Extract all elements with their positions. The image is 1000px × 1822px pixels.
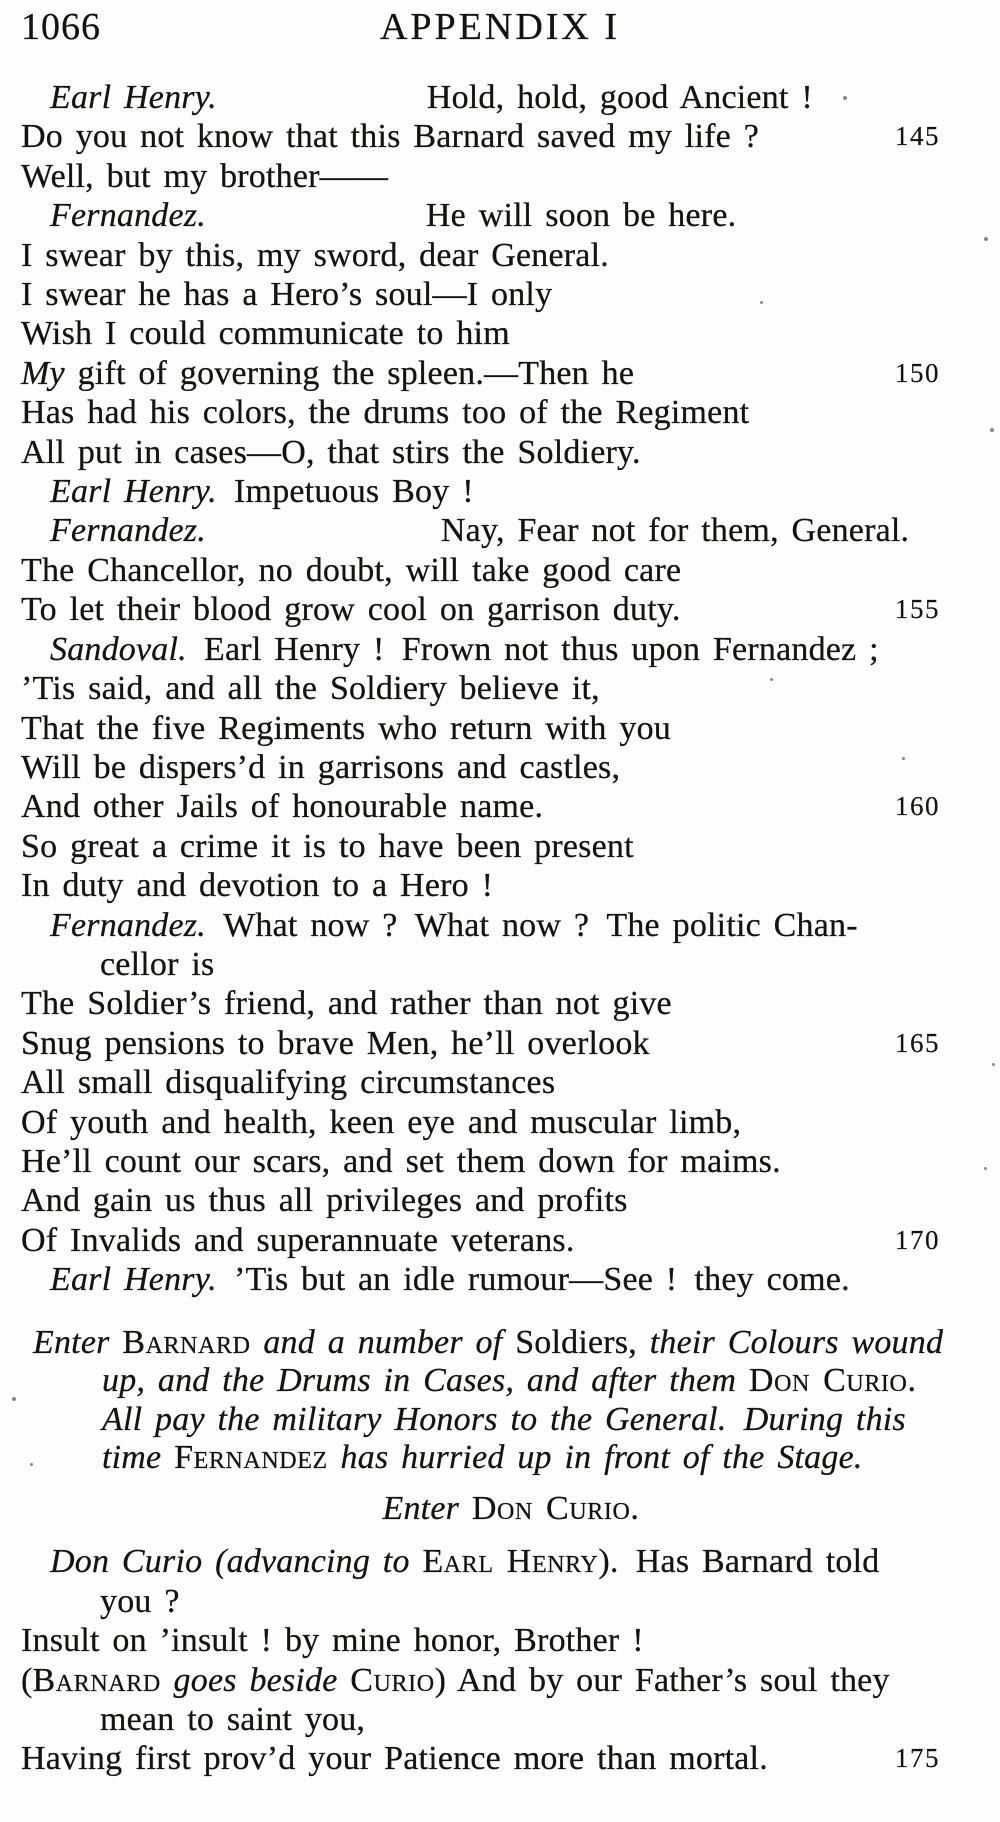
text-segment: Having first prov’d your Patience more than mortal. (21, 1740, 768, 1778)
scan-speckle (902, 757, 905, 760)
character-name: Fernandez (174, 1439, 328, 1477)
text-segment: And gain us thus all privileges and profits (21, 1182, 628, 1220)
verse-line (21, 472, 973, 511)
verse-line (21, 157, 973, 196)
text-segment: up, and the Drums in Cases, and after them (102, 1362, 749, 1400)
scan-speckle (843, 96, 847, 100)
dialogue-line (21, 1621, 973, 1660)
text-segment: He’ll count our scars, and set them down for maims. (21, 1142, 781, 1180)
speaker-name: Don Curio (50, 1543, 216, 1581)
verse-line (21, 945, 973, 984)
text-segment: Insult on ’insult ! by mine honor, Brother ! (21, 1622, 644, 1660)
stage-direction-line (21, 1362, 973, 1401)
verse-line-number: 145 (895, 121, 940, 152)
stage-direction-block (21, 1324, 973, 1478)
entrance-line (35, 1489, 987, 1528)
speaker-name: Sandoval. (50, 630, 187, 668)
text-segment: What now ? What now ? The politic Chan- (205, 906, 858, 944)
text-segment: ) And by our Father’s soul they (434, 1661, 890, 1699)
verse-line (21, 1024, 973, 1063)
verse-line (21, 669, 973, 708)
text-segment: To let their blood grow cool on garrison duty. (21, 591, 681, 629)
text-segment: Earl Henry ! Frown not thus upon Fernandez ; (186, 630, 879, 668)
dialogue-line (21, 1739, 973, 1778)
verse-line (21, 275, 973, 314)
verse-line (21, 393, 973, 432)
text-segment: The Soldier’s friend, and rather than not give (21, 985, 672, 1023)
text-segment: Impetuous Boy ! (216, 473, 474, 511)
character-name: Earl Henry (422, 1543, 599, 1581)
verse-line (21, 906, 973, 945)
verse-line (21, 354, 973, 393)
verse-gap (206, 225, 426, 226)
text-segment: He will soon be here. (425, 197, 737, 235)
verse-line (21, 748, 973, 787)
verse-line (21, 1103, 973, 1142)
scan-speckle (992, 1063, 995, 1066)
text-segment: goes beside (160, 1661, 351, 1699)
text-segment: their Colours wound (636, 1323, 944, 1361)
text-segment: Soldiers, (515, 1323, 637, 1361)
scan-speckle (990, 428, 994, 432)
text-segment: ( (21, 1661, 33, 1699)
text-segment: Do you not know that this Barnard saved my life ? (21, 118, 760, 156)
dialogue-line (21, 1542, 973, 1581)
verse-line (21, 196, 973, 235)
stage-direction-line (21, 1439, 973, 1478)
scan-speckle (770, 678, 773, 681)
verse-line-number: 175 (895, 1743, 940, 1774)
text-segment: The Chancellor, no doubt, will take good care (21, 551, 682, 589)
text-segment: has hurried up in front of the Stage. (327, 1439, 863, 1477)
text-segment: So great a crime it is to have been present (21, 827, 634, 865)
dialogue-line (21, 1582, 973, 1621)
verse-line (21, 551, 973, 590)
text-column (21, 78, 973, 1779)
text-segment: All pay the military Honors to the General. During this (102, 1400, 906, 1438)
verse-gap (206, 540, 441, 541)
verse-line (21, 236, 973, 275)
text-segment: you ? (100, 1582, 180, 1620)
dialogue-line (21, 1661, 973, 1700)
scan-speckle (984, 1167, 987, 1170)
text-segment: And other Jails of honourable name. (21, 788, 544, 826)
verse-dialogue-block (21, 78, 973, 1300)
verse-line (21, 117, 973, 156)
character-name: Barnard (32, 1661, 161, 1699)
text-segment: gift of governing the spleen.—Then he (64, 354, 635, 392)
text-segment: I swear he has a Hero’s soul—I only (21, 276, 553, 314)
verse-line (21, 1181, 973, 1220)
text-segment: Enter (382, 1489, 472, 1527)
verse-line (21, 1260, 973, 1299)
verse-line-number: 155 (895, 594, 940, 625)
text-segment: Enter (33, 1323, 123, 1361)
verse-line-number: 150 (895, 357, 940, 388)
text-segment: (advancing to (215, 1543, 423, 1581)
entrance-direction (21, 1489, 973, 1528)
verse-line (21, 787, 973, 826)
verse-line (21, 78, 973, 117)
text-segment: Of Invalids and superannuate veterans. (21, 1221, 575, 1259)
verse-line (21, 590, 973, 629)
verse-line (21, 314, 973, 353)
stage-direction-line (21, 1324, 973, 1363)
speaker-name: Earl Henry. (50, 79, 217, 116)
text-segment: Well, but my brother—— (21, 157, 389, 195)
scan-speckle (30, 1463, 33, 1466)
text-segment: In duty and devotion to a Hero ! (21, 867, 494, 905)
text-segment: I swear by this, my sword, dear General. (21, 236, 609, 274)
speaker-name: Fernandez. (50, 512, 206, 550)
text-segment: That the five Regiments who return with you (21, 709, 671, 747)
verse-line (21, 1142, 973, 1181)
text-segment: All put in cases—O, that stirs the Soldiery. (21, 433, 641, 471)
text-segment: cellor is (100, 945, 215, 983)
text-segment: All small disqualifying circumstances (21, 1064, 556, 1102)
text-segment: Wish I could communicate to him (21, 315, 510, 353)
text-segment: My (21, 354, 65, 392)
text-segment: Of youth and health, keen eye and muscular limb, (21, 1103, 742, 1141)
character-name: Don Curio. (471, 1489, 640, 1527)
verse-gap (217, 107, 427, 108)
text-segment: ’Tis but an idle rumour—See ! they come. (216, 1261, 850, 1299)
page-number: 1066 (21, 6, 101, 48)
scan-speckle (984, 237, 988, 241)
text-segment: mean to saint you, (100, 1701, 366, 1738)
character-name: Don Curio. (748, 1362, 917, 1400)
dialogue-line (21, 1700, 973, 1739)
text-segment: ). Has Barnard told (598, 1543, 880, 1581)
stage-direction-line (21, 1401, 973, 1440)
verse-line (21, 866, 973, 905)
scan-speckle (760, 301, 763, 304)
verse-line (21, 511, 973, 550)
speaker-name: Fernandez. (50, 906, 206, 944)
verse-line (21, 827, 973, 866)
text-segment: Will be dispers’d in garrisons and castles, (21, 748, 621, 786)
character-name: Curio (350, 1661, 435, 1699)
text-segment: ’Tis said, and all the Soldiery believe it, (21, 670, 600, 708)
speaker-name: Earl Henry. (50, 1261, 217, 1299)
running-title: APPENDIX I (379, 6, 621, 48)
character-name: Barnard (122, 1323, 251, 1361)
text-segment: and a number of (250, 1323, 516, 1361)
speaker-name: Earl Henry. (50, 473, 217, 511)
verse-line-number: 160 (895, 791, 940, 822)
text-segment: Nay, Fear not for them, General. (440, 512, 910, 550)
verse-line-number: 165 (895, 1027, 940, 1058)
verse-line (21, 630, 973, 669)
verse-line (21, 433, 973, 472)
text-segment: Snug pensions to brave Men, he’ll overlook (21, 1024, 650, 1062)
verse-line (21, 1221, 973, 1260)
scan-speckle (12, 1397, 16, 1401)
speaker-name: Fernandez. (50, 197, 206, 235)
closing-dialogue-block (21, 1542, 973, 1778)
verse-line (21, 984, 973, 1023)
text-segment: Has had his colors, the drums too of the Regiment (21, 394, 750, 432)
text-segment: Hold, hold, good Ancient ! (426, 79, 813, 116)
text-segment: time (102, 1439, 175, 1477)
verse-line (21, 1063, 973, 1102)
verse-line-number: 170 (895, 1224, 940, 1255)
verse-line (21, 709, 973, 748)
